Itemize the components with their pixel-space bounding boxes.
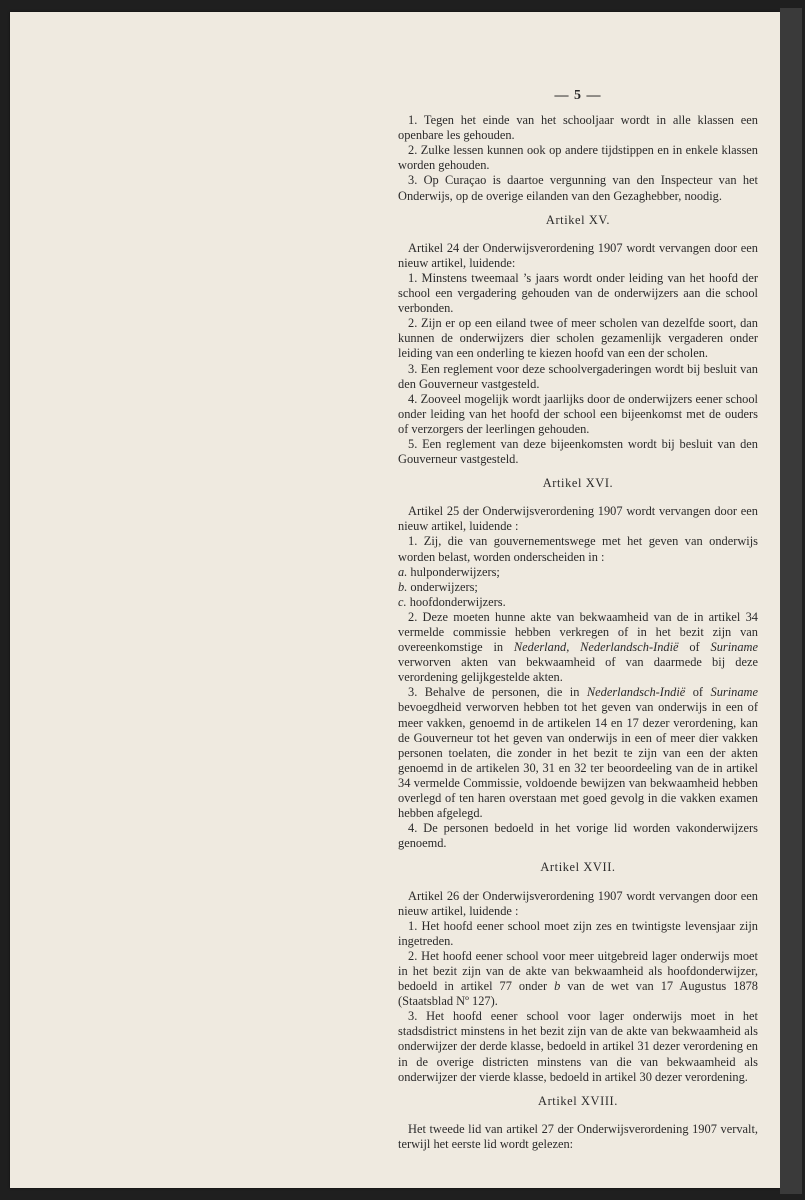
- document-body: [398, 113, 758, 1152]
- paragraph: 4. Zooveel mogelijk wordt jaarlijks door de onderwijzers eener school onder leiding van het hoofd der school een bijeenkomst met de ouders of verzorgers der leerlingen gehouden.: [398, 391, 758, 436]
- italic-text: Nederland, Nederlandsch-Indië: [513, 640, 679, 655]
- paragraph: 4. De personen bedoeld in het vorige lid worden vakonderwijzers genoemd.: [398, 821, 758, 851]
- text-run: verworven akten van bekwaamheid of van daarmede bij deze verordening gelijkgestelde akten.: [398, 655, 758, 685]
- list-marker: a.: [398, 564, 408, 579]
- paragraph: Artikel 25 der Onderwijsverordening 1907 wordt vervangen door een nieuw artikel, luidende :: [398, 504, 758, 534]
- list-item-text: onderwijzers;: [407, 579, 478, 594]
- text-run: 3. Behalve de personen, die in: [408, 685, 587, 700]
- paragraph: [398, 685, 758, 821]
- list-marker: b.: [398, 579, 408, 594]
- italic-text: Nederlandsch-Indië: [586, 685, 686, 700]
- paragraph: 2. Zulke lessen kunnen ook op andere tijdstippen en in enkele klassen worden gehouden.: [398, 143, 758, 173]
- paragraph: [398, 949, 758, 1009]
- list-item: [398, 565, 758, 580]
- paragraph: 1. Minstens tweemaal ’s jaars wordt onder leiding van het hoofd der school een vergadering gehouden van de onderwijzers aan die school verbonden.: [398, 270, 758, 316]
- article-heading: Artikel XVII.: [540, 860, 616, 875]
- text-run: 2. Het hoofd eener school voor meer uitgebreid lager onderwijs moet in het bezit zijn van de akte van bekwaamheid als hoofdonderwijzer, bedoeld in artikel 77 onder: [398, 948, 758, 994]
- paragraph: 1. Zij, die van gouvernementswege met het geven van onderwijs worden belast, worden onderscheiden in :: [398, 534, 758, 564]
- paragraph: Artikel 26 der Onderwijsverordening 1907 wordt vervangen door een nieuw artikel, luidende :: [398, 888, 758, 918]
- paragraph: [398, 610, 758, 685]
- paragraph: 3. Een reglement voor deze schoolvergaderingen wordt bij besluit van den Gouverneur vastgesteld.: [398, 361, 758, 391]
- paragraph: 3. Op Curaçao is daartoe vergunning van den Inspecteur van het Onderwijs, op de overige eilanden van den Gezaghebber, noodig.: [398, 173, 758, 203]
- article-heading: Artikel XVI.: [542, 476, 614, 491]
- list-item-text: hoofdonderwijzers.: [406, 594, 506, 609]
- paragraph: 1. Tegen het einde van het schooljaar wordt in alle klassen een openbare les gehouden.: [398, 113, 758, 143]
- text-run: of: [678, 640, 711, 655]
- text-column: [398, 88, 758, 1152]
- list-item: [398, 595, 758, 610]
- article-heading: Artikel XVIII.: [538, 1093, 618, 1108]
- page-number: — 5 —: [554, 88, 602, 103]
- italic-text: b: [554, 979, 561, 994]
- list-marker: c.: [398, 594, 407, 609]
- text-run: of: [685, 685, 711, 700]
- list-item-text: hulponderwijzers;: [407, 564, 500, 579]
- scan-border: [780, 8, 802, 1194]
- article-heading: Artikel XV.: [545, 212, 611, 227]
- italic-text: Suriname: [710, 640, 758, 655]
- text-run: van de wet van 17 Augustus 1878 (Staatsblad Nº 127).: [398, 979, 758, 1009]
- paragraph: 1. Het hoofd eener school moet zijn zes en twintigste levensjaar zijn ingetreden.: [398, 918, 758, 948]
- text-run: bevoegdheid verworven hebben tot het geven van onderwijs in een of meer vakken, genoemd in de artikelen 14 en 17 dezer verordening, kan de Gouverneur tot het geven van onderwijs in een of meer dier vakken personen toelaten, die zonder in het bezit te zijn van een der akten genoemd in de artikelen 30, 31 en 32 ter beoordeeling van de in artikel 34 vermelde Commissie, voldoende bewijzen van bekwaamheid hebben overlegd of ten haren overstaan met goed gevolg in die vakken examen hebben afgelegd.: [398, 700, 758, 821]
- paragraph: 5. Een reglement van deze bijeenkomsten wordt bij besluit van den Gouverneur vastgesteld.: [398, 436, 758, 467]
- paragraph: Het tweede lid van artikel 27 der Onderwijsverordening 1907 vervalt, terwijl het eerste lid wordt gelezen:: [398, 1121, 758, 1151]
- paragraph: 2. Zijn er op een eiland twee of meer scholen van dezelfde soort, dan kunnen de onderwijzers dier scholen gezamenlijk vergaderen onder leiding van een onderling te kiezen hoofd van een der scholen.: [398, 316, 758, 361]
- italic-text: Suriname: [710, 685, 758, 700]
- paragraph: Artikel 24 der Onderwijsverordening 1907 wordt vervangen door een nieuw artikel, luidende:: [398, 240, 758, 270]
- text-run: 2. Deze moeten hunne akte van bekwaamheid van de in artikel 34 vermelde commissie hebben verkregen of in het bezit zijn van overeenkomstige in: [398, 609, 758, 655]
- paragraph: 3. Het hoofd eener school voor lager onderwijs moet in het stadsdistrict minstens in het bezit zijn van de akte van bekwaamheid als onderwijzer der derde klasse, bedoeld in artikel 31 dezer verordening en in de overige districten minstens van die van bekwaamheid als onderwijzer der vierde klasse, bedoeld in artikel 30 dezer verordening.: [398, 1009, 758, 1084]
- list-item: [398, 580, 758, 595]
